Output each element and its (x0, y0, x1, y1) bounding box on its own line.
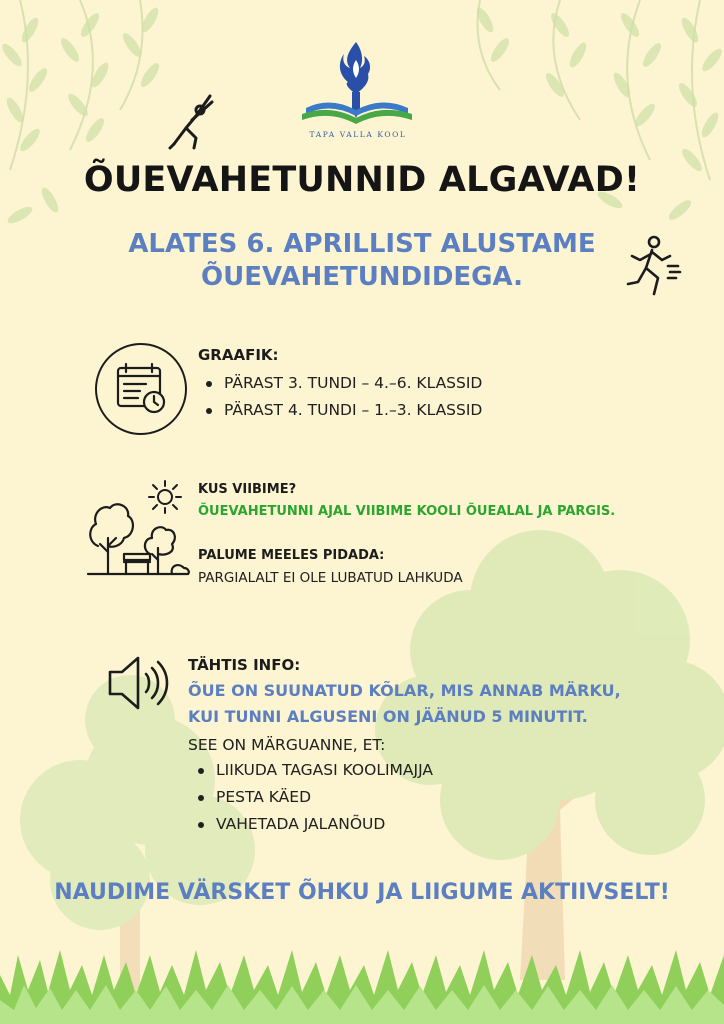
important-item: VAHETADA JALANÕUD (190, 811, 433, 838)
reminder-text: PARGIALALT EI OLE LUBATUD LAHKUDA (198, 570, 463, 586)
important-item: PESTA KÄED (190, 784, 433, 811)
subtitle-line-1: ALATES 6. APRILLIST ALUSTAME (128, 229, 596, 259)
school-logo (300, 38, 414, 132)
grass-decoration (0, 950, 724, 1024)
schedule-item: PÄRAST 3. TUNDI – 4.–6. KLASSID (198, 370, 482, 397)
subtitle (90, 228, 634, 294)
tree-right-decoration (375, 530, 724, 980)
park-trees-bench-icon (86, 490, 190, 580)
important-message (188, 678, 621, 730)
important-line-1: ÕUE ON SUUNATUD KÕLAR, MIS ANNAB MÄRKU, (188, 681, 621, 700)
important-line-2: KUI TUNNI ALGUSENI ON JÄÄNUD 5 MINUTIT. (188, 707, 588, 726)
schedule-list (198, 370, 482, 424)
location-text: ÕUEVAHETUNNI AJAL VIIBIME KOOLI ÕUEALAL JA PARGIS. (198, 504, 616, 519)
reminder-heading: PALUME MEELES PIDADA: (198, 548, 385, 563)
speaker-icon (106, 652, 176, 714)
stretching-person-icon (166, 88, 220, 152)
important-intro: SEE ON MÄRGUANNE, ET: (188, 736, 386, 754)
important-list (190, 757, 433, 838)
location-heading: KUS VIIBIME? (198, 482, 297, 497)
important-heading: TÄHTIS INFO: (188, 656, 301, 674)
calendar-clock-icon (94, 342, 188, 436)
footer-slogan: NAUDIME VÄRSKET ÕHKU JA LIIGUME AKTIIVSELT! (54, 880, 670, 905)
schedule-heading: GRAAFIK: (198, 346, 279, 364)
schedule-item: PÄRAST 4. TUNDI – 1.–3. KLASSID (198, 397, 482, 424)
school-name: TAPA VALLA KOOL (309, 130, 407, 139)
subtitle-line-2: ÕUEVAHETUNDIDEGA. (200, 262, 523, 292)
page-title: ÕUEVAHETUNNID ALGAVAD! (83, 160, 641, 200)
important-item: LIIKUDA TAGASI KOOLIMAJJA (190, 757, 433, 784)
